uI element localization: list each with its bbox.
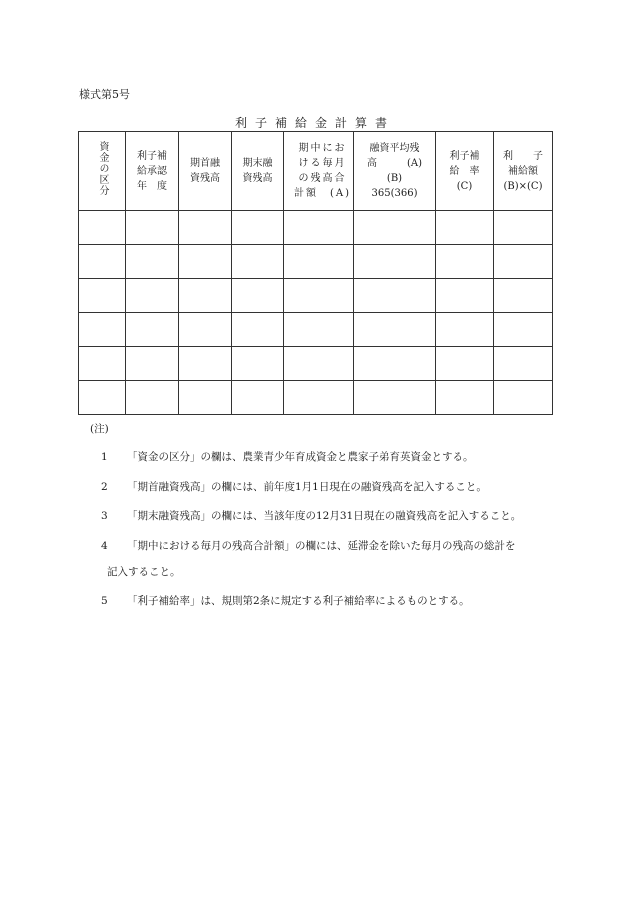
table-row bbox=[79, 245, 553, 279]
table-cell[interactable] bbox=[79, 381, 126, 415]
table-cell[interactable] bbox=[232, 347, 284, 381]
note-number: 4 bbox=[101, 540, 108, 552]
table-cell[interactable] bbox=[436, 347, 494, 381]
header-opening-balance: 期首融 資残高 bbox=[179, 132, 232, 211]
table-cell[interactable] bbox=[232, 211, 284, 245]
table-cell[interactable] bbox=[494, 279, 553, 313]
table-cell[interactable] bbox=[232, 381, 284, 415]
table-cell[interactable] bbox=[79, 279, 126, 313]
table-cell[interactable] bbox=[354, 347, 436, 381]
note-text: 「期中における毎月の残高合計額」の欄には、延滞金を除いた毎月の残高の総計を bbox=[127, 540, 516, 552]
table-cell[interactable] bbox=[436, 245, 494, 279]
table-body bbox=[79, 211, 553, 415]
table-cell[interactable] bbox=[436, 313, 494, 347]
note-text: 「資金の区分」の欄は、農業青少年育成資金と農家子弟育英資金とする。 bbox=[127, 451, 474, 463]
header-subsidy-amount: 利 子 補給額 (B)×(C) bbox=[494, 132, 553, 211]
table-row bbox=[79, 211, 553, 245]
table-cell[interactable] bbox=[126, 381, 179, 415]
table-cell[interactable] bbox=[79, 245, 126, 279]
table-cell[interactable] bbox=[494, 313, 553, 347]
table-cell[interactable] bbox=[179, 313, 232, 347]
table-cell[interactable] bbox=[179, 211, 232, 245]
note-item bbox=[101, 508, 521, 523]
table-cell[interactable] bbox=[436, 279, 494, 313]
table-cell[interactable] bbox=[79, 211, 126, 245]
table-header-row bbox=[79, 132, 553, 211]
note-item bbox=[101, 449, 474, 464]
table-cell[interactable] bbox=[354, 313, 436, 347]
document-title: 利子補給金計算書 bbox=[234, 116, 395, 130]
table-cell[interactable] bbox=[179, 279, 232, 313]
table-row bbox=[79, 381, 553, 415]
table-cell[interactable] bbox=[126, 347, 179, 381]
table-cell[interactable] bbox=[126, 245, 179, 279]
note-text: 「利子補給率」は、規則第2条に規定する利子補給率によるものとする。 bbox=[127, 595, 470, 607]
table-cell[interactable] bbox=[354, 245, 436, 279]
note-text: 記入すること。 bbox=[107, 566, 181, 578]
header-fund-category: 資金の区分 bbox=[79, 132, 126, 211]
note-text: 「期末融資残高」の欄には、当該年度の12月31日現在の融資残高を記入すること。 bbox=[127, 510, 522, 522]
table-cell[interactable] bbox=[494, 211, 553, 245]
table-cell[interactable] bbox=[354, 381, 436, 415]
calculation-table bbox=[78, 131, 553, 415]
header-closing-balance: 期末融 資残高 bbox=[232, 132, 284, 211]
table-cell[interactable] bbox=[79, 313, 126, 347]
table-cell[interactable] bbox=[179, 347, 232, 381]
table-cell[interactable] bbox=[179, 381, 232, 415]
note-number: 1 bbox=[101, 451, 108, 463]
table-cell[interactable] bbox=[179, 245, 232, 279]
table-cell[interactable] bbox=[494, 347, 553, 381]
note-number: 3 bbox=[101, 510, 108, 522]
table-cell[interactable] bbox=[284, 279, 354, 313]
table-cell[interactable] bbox=[284, 245, 354, 279]
table-row bbox=[79, 347, 553, 381]
table-row bbox=[79, 313, 553, 347]
table-cell[interactable] bbox=[126, 279, 179, 313]
table-cell[interactable] bbox=[79, 347, 126, 381]
table-cell[interactable] bbox=[284, 211, 354, 245]
table-cell[interactable] bbox=[232, 313, 284, 347]
note-item bbox=[101, 479, 487, 494]
table-row bbox=[79, 279, 553, 313]
notes-heading: (注) bbox=[90, 423, 109, 435]
table-cell[interactable] bbox=[232, 245, 284, 279]
table-cell[interactable] bbox=[354, 211, 436, 245]
table-cell[interactable] bbox=[284, 347, 354, 381]
table-cell[interactable] bbox=[354, 279, 436, 313]
note-item bbox=[101, 538, 516, 553]
table-cell[interactable] bbox=[126, 211, 179, 245]
table-cell[interactable] bbox=[436, 211, 494, 245]
table-cell[interactable] bbox=[126, 313, 179, 347]
note-number: 2 bbox=[101, 481, 108, 493]
note-item bbox=[107, 564, 181, 579]
note-item bbox=[101, 593, 470, 608]
form-number: 様式第5号 bbox=[79, 88, 130, 101]
table-cell[interactable] bbox=[436, 381, 494, 415]
header-approval-year: 利子補 給承認 年 度 bbox=[126, 132, 179, 211]
table-cell[interactable] bbox=[284, 381, 354, 415]
table-cell[interactable] bbox=[232, 279, 284, 313]
note-text: 「期首融資残高」の欄には、前年度1月1日現在の融資残高を記入すること。 bbox=[127, 481, 487, 493]
header-monthly-total: 期中にお ける毎月 の残高合 計額 (A) bbox=[284, 132, 354, 211]
table-cell[interactable] bbox=[494, 245, 553, 279]
header-interest-rate: 利子補 給 率 (C) bbox=[436, 132, 494, 211]
table-cell[interactable] bbox=[284, 313, 354, 347]
note-number: 5 bbox=[101, 595, 108, 607]
table-cell[interactable] bbox=[494, 381, 553, 415]
header-average-balance: 融資平均残 高 (A) (B) 365(366) bbox=[354, 132, 436, 211]
